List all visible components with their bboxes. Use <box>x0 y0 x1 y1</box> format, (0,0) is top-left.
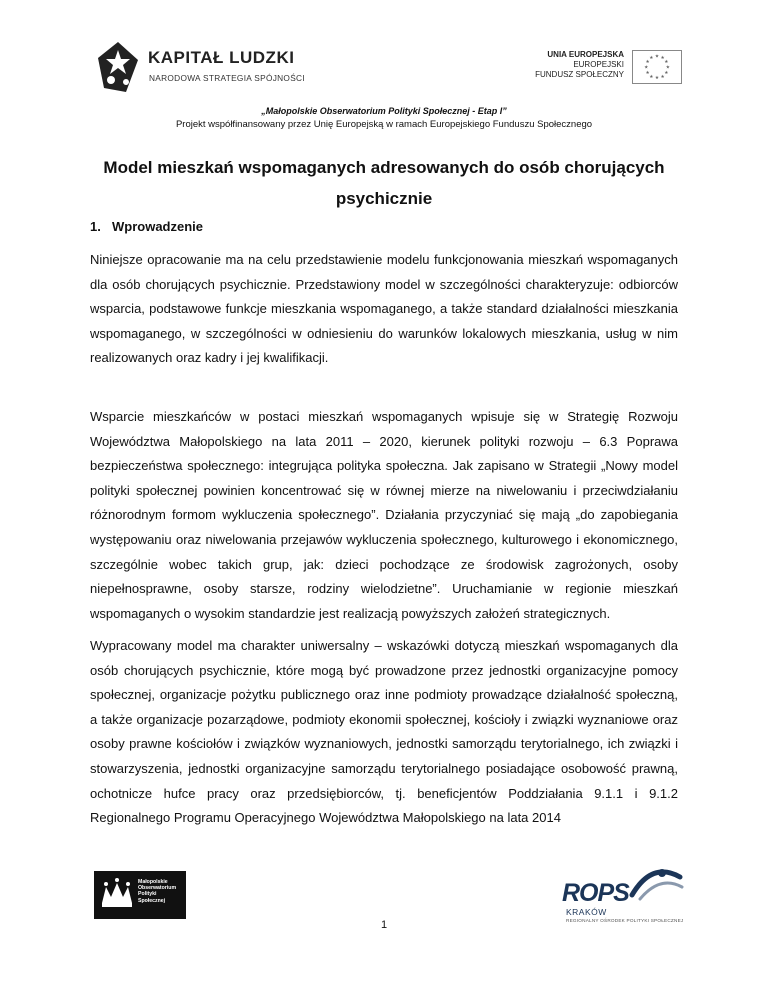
svg-text:★: ★ <box>644 65 649 71</box>
paragraph-2 <box>90 405 678 626</box>
eu-text <box>535 50 624 80</box>
section-heading <box>90 219 203 234</box>
svg-text:★: ★ <box>649 74 654 80</box>
mo-line-4: Społecznej <box>138 897 166 904</box>
rops-swirl-icon <box>622 865 686 905</box>
section-title: Wprowadzenie <box>112 219 204 234</box>
kapital-ludzki-title: KAPITAŁ LUDZKI <box>148 48 295 67</box>
mops-observatory-text <box>138 879 176 904</box>
svg-text:★: ★ <box>645 59 650 65</box>
svg-text:★: ★ <box>660 56 665 61</box>
section-number: 1. <box>90 219 101 234</box>
crown-icon <box>100 877 134 913</box>
paragraph-1-text: Niniejsze opracowanie ma na celu przedstawienie modelu funkcjonowania mieszkań wspomaganych dla osób chorujących psychicznie. Przedstawiony model w szczególności charakteryzuje: odbiorców wsparcia, podstawowe funkcje mieszkania wspomaganego, a także standard działalności mieszkania wspomaganego, w szczególności w odniesieniu do warunków lokalowych mieszkania, usług w nim realizowanych oraz kadry i jej kwalifikacji. <box>90 252 678 366</box>
rops-city: KRAKÓW <box>566 907 607 917</box>
mo-line-3: Polityki <box>138 891 157 898</box>
svg-text:★: ★ <box>654 76 660 82</box>
svg-text:★: ★ <box>645 71 650 77</box>
mo-line-1: Małopolskie <box>138 879 168 885</box>
svg-text:★: ★ <box>654 54 660 60</box>
eu-line-3: FUNDUSZ SPOŁECZNY <box>535 70 624 79</box>
rops-logo <box>562 865 686 927</box>
mo-line-2: Obserwatorium <box>138 885 177 892</box>
eu-logo <box>522 50 682 88</box>
project-name: „Małopolskie Obserwatorium Polityki Społecznej - Etap I” <box>261 106 507 116</box>
svg-text:★: ★ <box>649 56 654 61</box>
svg-text:★: ★ <box>664 59 669 65</box>
project-funding-note: Projekt współfinansowany przez Unię Europejską w ramach Europejskiego Funduszu Społecznego <box>175 119 593 130</box>
document-title: Model mieszkań wspomaganych adresowanych do osób chorujących psychicznie <box>103 158 665 208</box>
rops-subtitle: REGIONALNY OŚRODEK POLITYKI SPOŁECZNEJ <box>566 918 684 923</box>
rops-wordmark: ROPS <box>562 879 629 907</box>
paragraph-2-text: Wsparcie mieszkańców w postaci mieszkań wspomaganych wpisuje się w Strategię Rozwoju Województwa Małopolskiego na lata 2011 – 2020, kierunek polityki rozwoju – 6.3 Poprawa bezpieczeństwa społecznego: integrująca polityka społeczna. Jak zapisano w Strategii „Nowy model polityki społecznej powinien koncentrować się w równej mierze na niwelowaniu i przeciwdziałaniu różnorodnym formom wykluczenia społecznego”. Działania przyczyniać się mają „do zapobiegania występowaniu oraz niwelowania przejawów wykluczenia społecznego, kulturowego i ekonomicznego, szczególnie wobec takich grup, jak: dzieci pochodzące ze środowisk zagrożonych, osoby niepełnosprawne, osoby starsze, rodziny wielodzietne”. Uruchamianie w regionie mieszkań wspomaganych o wysokim standardzie jest realizacją powyższych założeń strategicznych. <box>90 409 678 621</box>
svg-text:★: ★ <box>660 74 665 80</box>
paragraph-1 <box>90 248 678 371</box>
mops-observatory-logo <box>94 871 186 919</box>
svg-text:★: ★ <box>664 71 669 77</box>
page-number: 1 <box>380 919 388 931</box>
paragraph-3 <box>90 634 678 831</box>
kapital-ludzki-emblem-icon <box>96 40 140 94</box>
svg-text:★: ★ <box>665 65 670 71</box>
paragraph-3-text: Wypracowany model ma charakter uniwersalny – wskazówki dotyczą mieszkań wspomaganych dla osób chorujących psychicznie, które mogą być prowadzone przez jednostki organizacyjne pomocy społecznej, organizacje pożytku publicznego oraz inne podmioty prowadzące działalność społeczną, a także organizacje pozarządowe, podmioty ekonomii społecznej, kościoły i związki wyznaniowe oraz osoby prawne kościołów i związków wyznaniowych, jednostki samorządu terytorialnego, ich związki i stowarzyszenia, jednostki organizacyjne samorządu terytorialnego posiadające osobowość prawną, ochotnicze hufce pracy oraz przedsiębiorców, tj. beneficjentów Poddziałania 9.1.1 i 9.1.2 Regionalnego Programu Operacyjnego Województwa Małopolskiego na lata 2014 <box>90 638 678 826</box>
kapital-ludzki-subtitle: NARODOWA STRATEGIA SPÓJNOŚCI <box>149 73 305 83</box>
eu-line-1: UNIA EUROPEJSKA <box>547 50 624 59</box>
eu-flag-icon <box>632 50 682 84</box>
kapital-ludzki-logo <box>96 38 305 98</box>
eu-line-2: EUROPEJSKI <box>573 60 624 69</box>
